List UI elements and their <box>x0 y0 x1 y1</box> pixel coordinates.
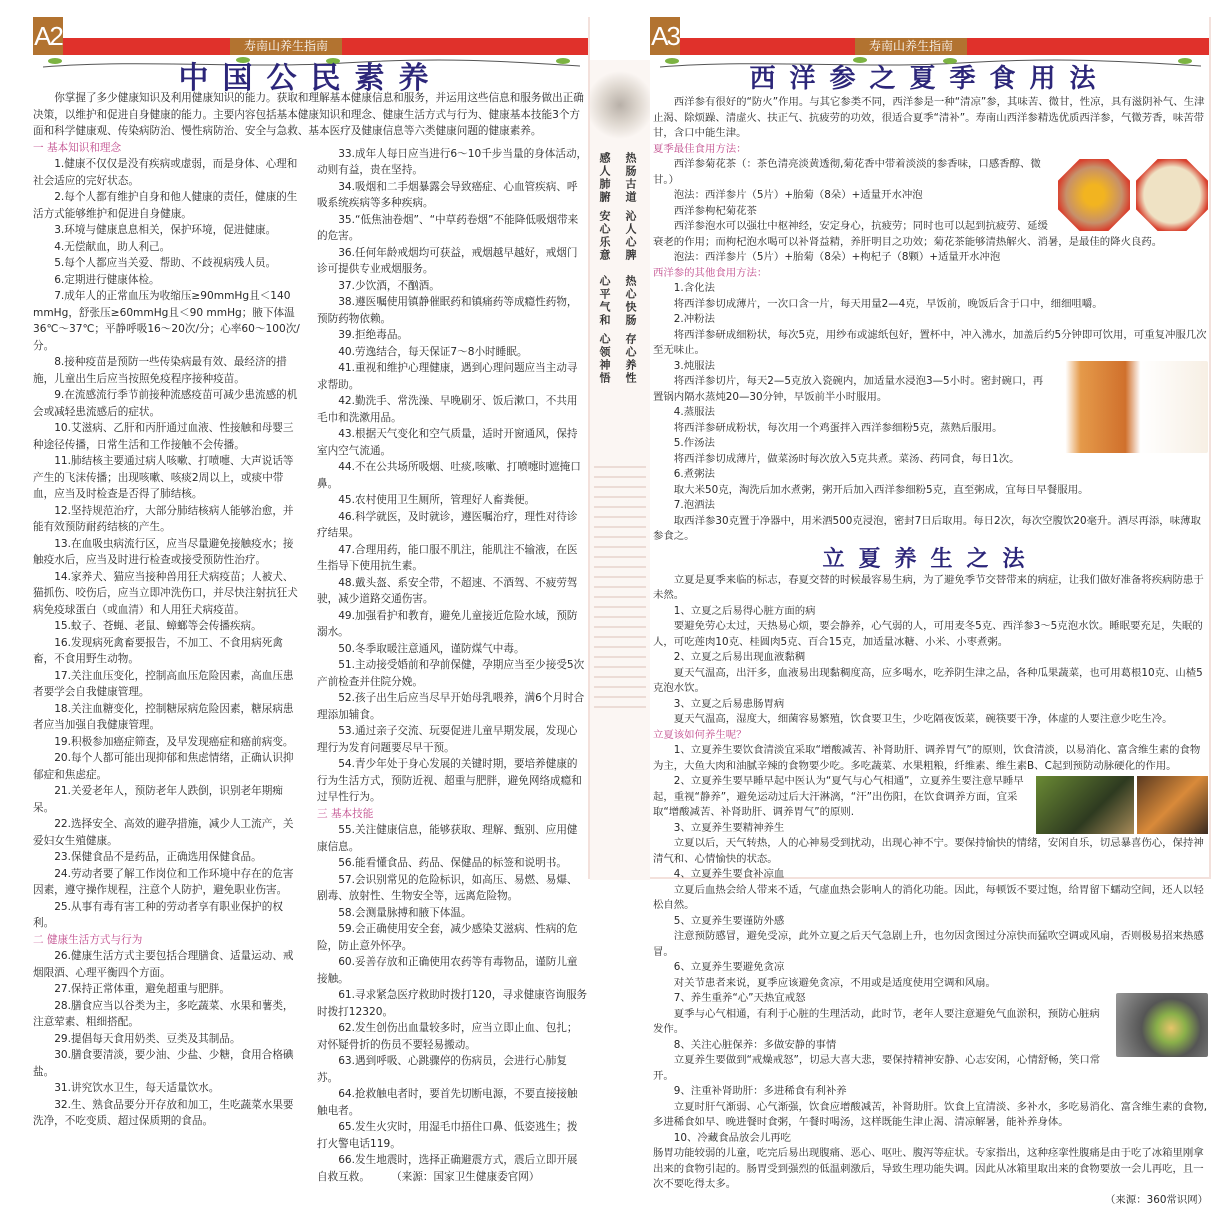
middle-strip <box>590 60 650 880</box>
paragraph: 22.选择安全、高效的避孕措施，减少人工流产，关爱妇女生殖健康。 <box>33 816 303 849</box>
paragraph: 37.少饮酒，不酗酒。 <box>317 278 588 295</box>
subheading: 西洋参的其他食用方法： <box>653 266 1208 282</box>
paragraph: 15.蚊子、苍蝇、老鼠、蟑螂等会传播疾病。 <box>33 618 303 635</box>
paragraph: 6.定期进行健康体检。 <box>33 272 303 289</box>
paragraph: 43.根据天气变化和空气质量，适时开窗通风，保持室内空气流通。 <box>317 426 588 459</box>
paragraph: 1.含化法 <box>653 281 1208 297</box>
subheading: 二 健康生活方式与行为 <box>33 932 303 949</box>
paragraph: 西洋参枸杞菊花茶 <box>653 204 1208 220</box>
paragraph: 36.任何年龄戒烟均可获益，戒烟越早越好，戒烟门诊可提供专业戒烟服务。 <box>317 245 588 278</box>
paragraph: 61.寻求紧急医疗救助时拨打120，寻求健康咨询服务时拨打12320。 <box>317 987 588 1020</box>
lixia-image-1 <box>1036 776 1134 834</box>
paragraph: 16.发现病死禽畜要报告，不加工、不食用病死禽畜，不食用野生动物。 <box>33 635 303 668</box>
paragraph: 35.“低焦油卷烟”、“中草药卷烟”不能降低吸烟带来的危害。 <box>317 212 588 245</box>
paragraph: 46.科学就医，及时就诊，遵医嘱治疗，理性对待诊疗结果。 <box>317 509 588 542</box>
subheading: 立夏该如何养生呢？ <box>653 728 1208 744</box>
paragraph: 2、立夏之后易出现血液黏稠 <box>653 650 1208 666</box>
ginseng-powder-image <box>1136 159 1208 231</box>
intro-paragraph: 你掌握了多少健康知识及利用健康知识的能力。获取和理解基本健康信息和服务，并运用这些信息和服务做出正确决策，以维护和促进自身健康的能力。主要内容包括基本健康知识和理念、健康生活方式与行为、健康基本技能3个方面和科学健康观、传染病防治、慢性病防治、安全与急救、基本医疗及健康信息等六类健康问题的健康素养。 <box>33 90 588 140</box>
ginseng-slices-image <box>1058 159 1130 231</box>
paragraph: 夏天气温高，出汗多，血液易出现黏稠度高，应多喝水，吃养阴生津之品，各种瓜果蔬菜，也可用葛根10克、山楂5克泡水饮。 <box>653 666 1208 697</box>
intro-text <box>33 90 588 140</box>
paragraph: 立夏是夏季来临的标志，春夏交替的时候最容易生病，为了避免季节交替带来的病症，让我们做好准备将疾病防患于未然。 <box>653 573 1208 604</box>
paragraph: 泡法：西洋参片（5片）+胎菊（8朵）+适量开水冲泡 <box>653 188 1208 204</box>
paragraph: 19.积极参加癌症筛查，及早发现癌症和癌前病变。 <box>33 734 303 751</box>
paragraph: 24.劳动者要了解工作岗位和工作环境中存在的危害因素，遵守操作规程，注意个人防护，避免职业伤害。 <box>33 866 303 899</box>
paragraph: 3、立夏养生要精神养生 <box>653 821 1208 837</box>
paragraph: 7.泡酒法 <box>653 498 1208 514</box>
paragraph: 1、立夏之后易得心脏方面的病 <box>653 604 1208 620</box>
paragraph: 53.通过亲子交流、玩耍促进儿童早期发展，发现心理行为发育问题要尽早干预。 <box>317 723 588 756</box>
idiom-column-left: 感人肺腑 安心乐意 心平气和 心领神悟 <box>597 152 611 452</box>
paragraph: 2、立夏养生要早睡早起中医认为“夏气与心气相通”，立夏养生要注意早睡早起，重视“静养”，避免运动过后大汗淋漓，“汗”出伤阳，在饮食调养方面，宜采取“增酸减苦、补肾助肝、调养胃气”的原则. <box>653 774 1208 821</box>
page-title: 西洋参之夏季食用法 <box>650 63 1209 95</box>
page-number: A2 <box>33 17 63 55</box>
paragraph: 1、立夏养生要饮食清淡宜采取“增酸减苦、补肾助肝、调养胃气”的原则，饮食清淡，以易消化、富含维生素的食物为主，大鱼大肉和油腻辛辣的食物要少吃。多吃蔬菜、水果粗粮，纤维素、维生素B、C起到预防动脉硬化的作用。 <box>653 743 1208 774</box>
paragraph: 14.家养犬、猫应当接种兽用狂犬病疫苗；人被犬、猫抓伤、咬伤后，应当立即冲洗伤口，并尽快注射抗狂犬病免疫球蛋白（或血清）和人用狂犬病疫苗。 <box>33 569 303 619</box>
page-a2 <box>33 17 590 879</box>
paragraph: 40.劳逸结合，每天保证7～8小时睡眠。 <box>317 344 588 361</box>
paragraph: 取大米50克，淘洗后加水煮粥，粥开后加入西洋参细粉5克，直至粥成，宜每日早餐服用。 <box>653 483 1208 499</box>
page-a3 <box>650 17 1211 879</box>
paragraph: 3.炖服法 <box>653 359 1208 375</box>
paragraph: 49.加强看护和教育，避免儿童接近危险水域，预防溺水。 <box>317 608 588 641</box>
paragraph: 对关节患者来说，夏季应该避免贪凉，不用或是适度使用空调和风扇。 <box>653 976 1208 992</box>
paragraph: 25.从事有毒有害工种的劳动者享有职业保护的权利。 <box>33 899 303 932</box>
paragraph: 44.不在公共场所吸烟、吐痰,咳嗽、打喷嚏时遮掩口鼻。 <box>317 459 588 492</box>
article-ginseng <box>653 95 1208 545</box>
paragraph: 47.合理用药，能口服不肌注，能肌注不输液，在医生指导下使用抗生素。 <box>317 542 588 575</box>
paragraph: 5、立夏养生要谨防外感 <box>653 914 1208 930</box>
cooking-image <box>1116 993 1208 1057</box>
paragraph: 立夏以后，天气转热，人的心神易受到扰动，出现心神不宁。要保持愉快的情绪，安闲自乐，切忌暴喜伤心，保持神清气和、心情愉快的状态。 <box>653 836 1208 867</box>
paragraph: 54.青少年处于身心发展的关键时期，要培养健康的行为生活方式，预防近视、超重与肥胖，避免网络成瘾和过早性行为。 <box>317 756 588 806</box>
paragraph: 38.遵医嘱使用镇静催眠药和镇痛药等成瘾性药物，预防药物依赖。 <box>317 294 588 327</box>
paragraph: 12.坚持规范治疗，大部分肺结核病人能够治愈，并能有效预防耐药结核的产生。 <box>33 503 303 536</box>
paragraph: 9、注重补肾助肝：多进稀食有利补养 <box>653 1084 1208 1100</box>
paragraph: 48.戴头盔、系安全带，不超速、不酒驾、不疲劳驾驶，减少道路交通伤害。 <box>317 575 588 608</box>
idiom-column-right: 热肠古道 沁人心脾 热心快肠 存心养性 <box>623 152 637 452</box>
subheading: 夏季最佳食用方法： <box>653 142 1208 158</box>
paragraph: 42.勤洗手、常洗澡、早晚刷牙、饭后漱口，不共用毛巾和洗漱用品。 <box>317 393 588 426</box>
paragraph: 63.遇到呼吸、心跳骤停的伤病员，会进行心肺复苏。 <box>317 1053 588 1086</box>
paragraph: 肠胃功能较弱的儿童，吃完后易出现腹痛、恶心、呕吐、腹泻等症状。专家指出，这种痉挛性腹痛是由于吃了冰箱里刚拿出来的食物引起的。肠胃受到强烈的低温刺激后，导致生理功能失调。因此从冰箱里取出来的食物要放一会儿再吃，且一次不要吃得太多。 <box>653 1146 1208 1193</box>
paragraph: 32.生、熟食品要分开存放和加工，生吃蔬菜水果要洗净，不吃变质、超过保质期的食品。 <box>33 1097 303 1130</box>
paragraph: 52.孩子出生后应当尽早开始母乳喂养，满6个月时合理添加辅食。 <box>317 690 588 723</box>
paragraph: 51.主动接受婚前和孕前保健，孕期应当至少接受5次产前检查并住院分娩。 <box>317 657 588 690</box>
paragraph: 1.健康不仅仅是没有疾病或虚弱，而是身体、心理和社会适应的完好状态。 <box>33 156 303 189</box>
paragraph: 取西洋参30克置于净器中，用米酒500克浸泡，密封7日后取用。每日2次，每次空腹饮20毫升。酒尽再添，味薄取参食之。 <box>653 514 1208 545</box>
paragraph: 7.成年人的正常血压为收缩压≥90mmHg且＜140 mmHg，舒张压≥60mmHg且＜90 mmHg；腋下体温36℃～37℃；平静呼吸16～20次/分；心率60～100次/分。 <box>33 288 303 354</box>
paragraph: 65.发生火灾时，用湿毛巾捂住口鼻、低姿逃生；拨打火警电话119。 <box>317 1119 588 1152</box>
paragraph: 2.每个人都有维护自身和他人健康的责任，健康的生活方式能够维护和促进自身健康。 <box>33 189 303 222</box>
paragraph: 4.无偿献血，助人利己。 <box>33 239 303 256</box>
paragraph: 4.蒸服法 <box>653 405 1208 421</box>
paragraph: 10、冷藏食品放会儿再吃 <box>653 1131 1208 1147</box>
paragraph: 6.煮粥法 <box>653 467 1208 483</box>
paragraph: 30.膳食要清淡，要少油、少盐、少糖，食用合格碘盐。 <box>33 1047 303 1080</box>
paragraph: 31.讲究饮水卫生，每天适量饮水。 <box>33 1080 303 1097</box>
ginseng-chrysanthemum-tea-image <box>1058 361 1208 453</box>
paragraph: 7、养生重养“心”天热宜戒怒 <box>653 991 1208 1007</box>
paragraph: 将西洋参切成薄片，做菜汤时每次放入5克共煮。菜汤、药同食，每日1次。 <box>653 452 1208 468</box>
paragraph: 立夏养生要做到“戒燥戒怒”，切忌大喜大悲，要保持精神安静、心志安闲，心情舒畅，笑口常开。 <box>653 1053 1208 1084</box>
paragraph: 33.成年人每日应当进行6～10千步当量的身体活动，动则有益，贵在坚持。 <box>317 146 588 179</box>
paragraph: 13.在血吸虫病流行区，应当尽量避免接触疫水；接触疫水后，应当及时进行检查或接受预防性治疗。 <box>33 536 303 569</box>
paragraph: 将西洋参研成粉状，每次用一个鸡蛋拌入西洋参细粉5克，蒸熟后服用。 <box>653 421 1208 437</box>
paragraph: 26.健康生活方式主要包括合理膳食、适量运动、戒烟限酒、心理平衡四个方面。 <box>33 948 303 981</box>
paragraph: 将西洋参切片，每天2—5克放入瓷碗内，加适量水浸泡3—5小时。密封碗口，再置锅内隔水蒸炖20—30分钟，早饭前半小时服用。 <box>653 374 1208 405</box>
page-title: 中国公民素养 <box>33 61 588 97</box>
paragraph: 9.在流感流行季节前接种流感疫苗可减少患流感的机会或减轻患流感后的症状。 <box>33 387 303 420</box>
paragraph: 11.肺结核主要通过病人咳嗽、打喷嚏、大声说话等产生的飞沫传播；出现咳嗽、咳痰2周以上，或痰中带血，应当及时检查是否得了肺结核。 <box>33 453 303 503</box>
paragraph: 57.会识别常见的危险标识，如高压、易燃、易爆、剧毒、放射性、生物安全等，远离危险物。 <box>317 872 588 905</box>
paragraph: 夏天气温高，湿度大，细菌容易繁殖，饮食要卫生，少吃隔夜饭菜，碗筷要干净，体虚的人要注意少吃生冷。 <box>653 712 1208 728</box>
paragraph: 34.吸烟和二手烟暴露会导致癌症、心血管疾病、呼吸系统疾病等多种疾病。 <box>317 179 588 212</box>
column-2 <box>317 140 588 1186</box>
paragraph: 60.妥善存放和正确使用农药等有毒物品，谨防儿童接触。 <box>317 954 588 987</box>
columns <box>33 140 588 1186</box>
paragraph: 39.拒绝毒品。 <box>317 327 588 344</box>
paragraph: 50.冬季取暖注意通风，谨防煤气中毒。 <box>317 641 588 658</box>
source-credit: （来源：360常识网） <box>653 1193 1208 1208</box>
ginseng-photos <box>1058 159 1208 231</box>
paragraph: 21.关爱老年人，预防老年人跌倒，识别老年期痴呆。 <box>33 783 303 816</box>
paragraph: 8.接种疫苗是预防一些传染病最有效、最经济的措施，儿童出生后应当按照免疫程序接种疫苗。 <box>33 354 303 387</box>
paragraph: 17.关注血压变化，控制高血压危险因素，高血压患者要学会自我健康管理。 <box>33 668 303 701</box>
lixia-images <box>1036 776 1208 834</box>
paragraph: 西洋参有很好的“防火”作用。与其它参类不同，西洋参是一种“清凉”参，其味苦、微甘，性凉，具有滋阴补气、生津止渴、除烦躁、清虚火、扶正气、抗疲劳的功效，很适合夏季“清补”。寿南山西洋参精选优质西洋参，气微芳香，味苦带甘，含口中能生津。 <box>653 95 1208 142</box>
paragraph: 41.重视和维护心理健康，遇到心理问题应当主动寻求帮助。 <box>317 360 588 393</box>
paragraph: 64.抢救触电者时，要首先切断电源，不要直接接触触电者。 <box>317 1086 588 1119</box>
paragraph: 8、关注心脏保养：多做安静的事情 <box>653 1038 1208 1054</box>
paragraph: 立夏后血热会给人带来不适，气虚血热会影响人的消化功能。因此，每顿饭不要过饱，给胃留下蠕动空间，还人以轻松自然。 <box>653 883 1208 914</box>
paragraph: 西洋参菊花茶（：茶色清亮淡黄透彻,菊花香中带着淡淡的参香味，口感香醇、微甘。） <box>653 157 1208 188</box>
paragraph: 要避免劳心太过，天热易心烦，要会静养，心气弱的人，可用麦冬5克、西洋参3～5克泡水饮。睡眠要充足，失眠的人，可吃莲肉10克、桂圆肉5克、百合15克，加适量冰糖、小米、小枣煮粥。 <box>653 619 1208 650</box>
paragraph: 28.膳食应当以谷类为主，多吃蔬菜、水果和薯类，注意荤素、粗细搭配。 <box>33 998 303 1031</box>
paragraph: 立夏时肝气渐弱、心气渐强，饮食应增酸减苦，补肾助肝。饮食上宜清淡、多补水，多吃易消化、富含维生素的食物,多进稀食如早、晚进餐时食粥，午餐时喝汤，这样既能生津止渴、清凉解暑，能补养身体。 <box>653 1100 1208 1131</box>
paragraph: 3.环境与健康息息相关，保护环境，促进健康。 <box>33 222 303 239</box>
column-1 <box>33 140 303 1186</box>
lixia-image-2 <box>1137 776 1208 834</box>
paragraph: 泡法：西洋参片（5片）+胎菊（8朵）+枸杞子（8颗）+适量开水冲泡 <box>653 250 1208 266</box>
ink-painting-image <box>590 60 650 140</box>
paragraph: 20.每个人都可能出现抑郁和焦虑情绪，正确认识抑郁症和焦虑症。 <box>33 750 303 783</box>
paragraph: 45.农村使用卫生厕所，管理好人畜粪便。 <box>317 492 588 509</box>
subheading: 三 基本技能 <box>317 806 588 823</box>
paragraph: 5.每个人都应当关爱、帮助、不歧视病残人员。 <box>33 255 303 272</box>
right-content <box>653 95 1208 1208</box>
paragraph: 4、立夏养生要食补凉血 <box>653 867 1208 883</box>
paragraph: 62.发生创伤出血量较多时，应当立即止血、包扎；对怀疑骨折的伤员不要轻易搬动。 <box>317 1020 588 1053</box>
left-content <box>33 90 588 1185</box>
paragraph: 注意预防感冒，避免受凉，此外立夏之后天气急剧上升，也勿因贪图过分凉快而猛吹空调或风扇，否则极易招来热感冒。 <box>653 929 1208 960</box>
paragraph: 5.作汤法 <box>653 436 1208 452</box>
paragraph: 6、立夏养生要避免贪凉 <box>653 960 1208 976</box>
article-title-lixia: 立夏养生之法 <box>653 545 1208 573</box>
paragraph: 将西洋参切成薄片，一次口含一片，每天用量2—4克，早饭前，晚饭后含于口中，细细咀嚼。 <box>653 297 1208 313</box>
paragraph: 59.会正确使用安全套，减少感染艾滋病、性病的危险，防止意外怀孕。 <box>317 921 588 954</box>
subheading: 一 基本知识和理念 <box>33 140 303 157</box>
paragraph: 66.发生地震时，选择正确避震方式，震后立即开展自救互救。 （来源：国家卫生健康委官网） <box>317 1152 588 1185</box>
section-tab: 寿南山养生指南 <box>855 38 967 55</box>
page-number: A3 <box>650 17 680 55</box>
paragraph: 10.艾滋病、乙肝和丙肝通过血液、性接触和母婴三种途径传播，日常生活和工作接触不会传播。 <box>33 420 303 453</box>
paragraph: 将西洋参研成细粉状，每次5克，用纱布或滤纸包好，置杯中，冲入沸水，加盖后约5分钟即可饮用，可重复冲服几次至无味止。 <box>653 328 1208 359</box>
section-tab: 寿南山养生指南 <box>230 38 342 55</box>
paragraph: 3、立夏之后易患肠胃病 <box>653 697 1208 713</box>
paragraph: 23.保健食品不是药品，正确选用保健食品。 <box>33 849 303 866</box>
article-lixia <box>653 573 1208 1208</box>
paragraph: 18.关注血糖变化，控制糖尿病危险因素，糖尿病患者应当加强自我健康管理。 <box>33 701 303 734</box>
paragraph: 58.会测量脉搏和腋下体温。 <box>317 905 588 922</box>
fine-print-note <box>594 460 646 710</box>
paragraph: 夏季与心气相通，有利于心脏的生理活动，此时节，老年人要注意避免气血淤积，预防心脏病发作。 <box>653 1007 1208 1038</box>
paragraph: 27.保持正常体重，避免超重与肥胖。 <box>33 981 303 998</box>
paragraph: 2.冲粉法 <box>653 312 1208 328</box>
paragraph: 56.能看懂食品、药品、保健品的标签和说明书。 <box>317 855 588 872</box>
paragraph: 29.提倡每天食用奶类、豆类及其制品。 <box>33 1031 303 1048</box>
paragraph: 55.关注健康信息，能够获取、理解、甄别、应用健康信息。 <box>317 822 588 855</box>
paragraph: 西洋参泡水可以强壮中枢神经，安定身心，抗疲劳；同时也可以起到抗疲劳、延缓衰老的作用；而枸杞泡水喝可以补肾益精，养肝明目之功效；菊花茶能够清热解火、消暑，是最佳的降火良药。 <box>653 219 1208 250</box>
